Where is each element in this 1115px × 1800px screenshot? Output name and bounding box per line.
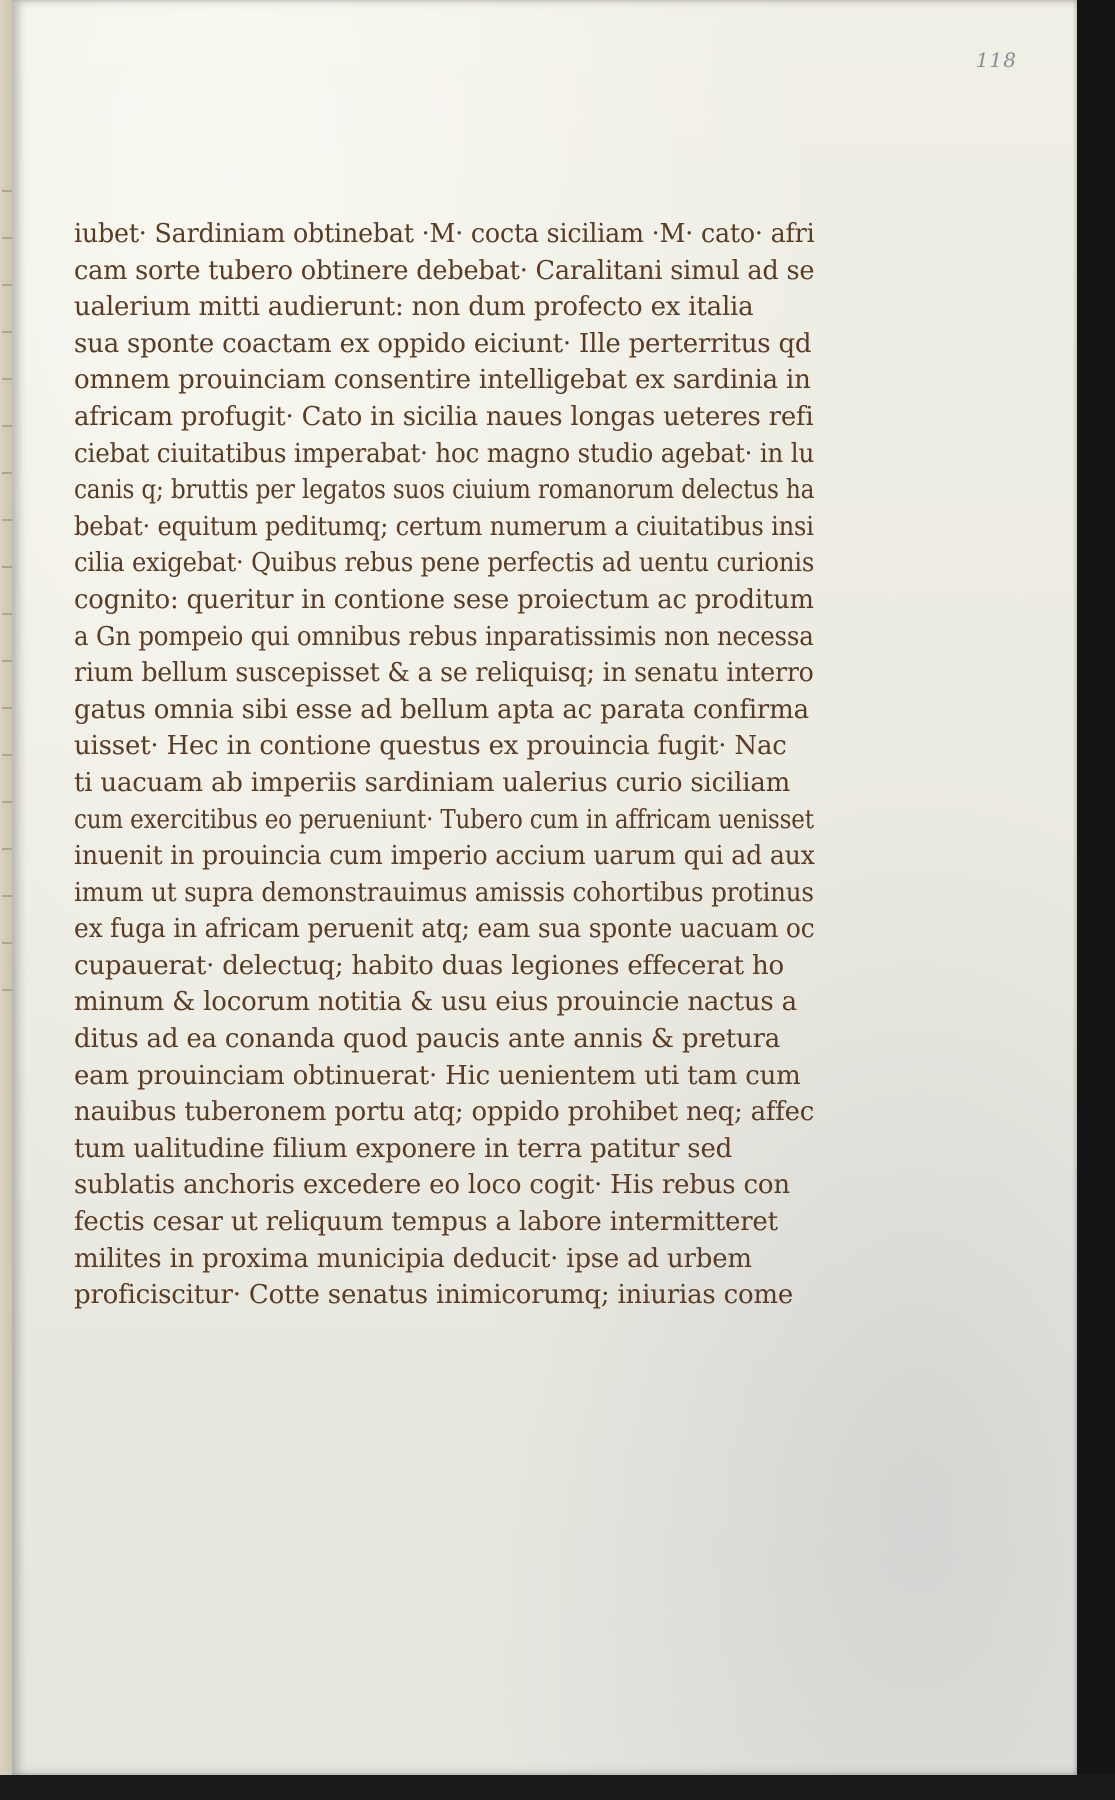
facing-page-ink-mark — [2, 801, 12, 803]
manuscript-text-block — [74, 216, 814, 1314]
facing-page-ink-mark — [2, 331, 12, 333]
facing-page-ink-mark — [2, 472, 12, 474]
text-line: omnem prouinciam consentire intelligebat ex sardinia in — [74, 365, 811, 396]
text-line: bebat· equitum peditumq; certum numerum a ciuitatibus insi — [74, 511, 814, 542]
text-line: tum ualitudine filium exponere in terra patitur sed — [74, 1133, 733, 1164]
text-line: gatus omnia sibi esse ad bellum apta ac parata confirma — [74, 694, 809, 725]
facing-page-ink-mark — [2, 754, 12, 756]
text-line: africam profugit· Cato in sicilia naues longas ueteres refi — [74, 401, 814, 432]
facing-page-ink-mark — [2, 237, 12, 239]
viewer-bottom-edge — [0, 1775, 1115, 1800]
text-line: inuenit in prouincia cum imperio accium uarum qui ad aux — [74, 841, 815, 872]
text-line: a Gn pompeio qui omnibus rebus inparatissimis non necessa — [74, 621, 814, 652]
text-line: ti uacuam ab imperiis sardiniam ualerius curio siciliam — [74, 767, 791, 798]
facing-page-ink-mark — [2, 284, 12, 286]
text-line: minum & locorum notitia & usu eius prouincie nactus a — [74, 987, 797, 1018]
text-line: ualerium mitti audierunt: non dum profecto ex italia — [74, 292, 754, 323]
facing-page-ink-mark — [2, 895, 12, 897]
text-line: cupauerat· delectuq; habito duas legiones effecerat ho — [74, 950, 784, 981]
text-line: imum ut supra demonstrauimus amissis cohortibus protinus — [74, 877, 814, 908]
text-line: iubet· Sardiniam obtinebat ·M· cocta siciliam ·M· cato· afri — [74, 219, 815, 249]
folio-number: 118 — [975, 48, 1017, 72]
facing-page-ink-mark — [2, 613, 12, 615]
manuscript-folio — [12, 0, 1077, 1775]
facing-page-ink-mark — [2, 425, 12, 427]
facing-page-ink-mark — [2, 660, 12, 662]
text-line: ex fuga in africam peruenit atq; eam sua sponte uacuam oc — [74, 914, 815, 945]
text-line: sua sponte coactam ex oppido eiciunt· Ille perterritus qd — [74, 328, 812, 359]
text-line: uisset· Hec in contione questus ex prouincia fugit· Nac — [74, 731, 787, 762]
text-line: proficiscitur· Cotte senatus inimicorumq; iniurias come — [74, 1280, 794, 1311]
facing-page-ink-mark — [2, 566, 12, 568]
facing-page-ink-mark — [2, 378, 12, 380]
facing-page-ink-mark — [2, 190, 12, 192]
text-line: eam prouinciam obtinuerat· Hic uenientem uti tam cum — [74, 1060, 801, 1091]
facing-page-ink-mark — [2, 989, 12, 991]
text-line: milites in proxima municipia deducit· ipse ad urbem — [74, 1243, 752, 1274]
text-line: fectis cesar ut reliquum tempus a labore intermitteret — [74, 1207, 778, 1238]
text-line: cilia exigebat· Quibus rebus pene perfectis ad uentu curionis — [74, 548, 815, 579]
facing-page-ink-mark — [2, 942, 12, 944]
text-line: ciebat ciuitatibus imperabat· hoc magno studio agebat· in lu — [74, 438, 815, 469]
text-line: sublatis anchoris excedere eo loco cogit· His rebus con — [74, 1170, 790, 1201]
text-line: canis q; bruttis per legatos suos ciuium romanorum delectus ha — [74, 475, 815, 506]
facing-page-ink-mark — [2, 848, 12, 850]
facing-page-ink-mark — [2, 707, 12, 709]
text-line: ditus ad ea conanda quod paucis ante annis & pretura — [74, 1024, 781, 1055]
text-line: cum exercitibus eo perueniunt· Tubero cum in affricam uenisset — [74, 804, 814, 835]
facing-page-ink-mark — [2, 519, 12, 521]
text-line: cam sorte tubero obtinere debebat· Caralitani simul ad se — [74, 255, 815, 286]
text-line: nauibus tuberonem portu atq; oppido prohibet neq; affec — [74, 1097, 815, 1128]
text-line: cognito: queritur in contione sese proiectum ac proditum — [74, 584, 814, 615]
text-line: rium bellum suscepisset & a se reliquisq; in senatu interro — [74, 658, 814, 689]
